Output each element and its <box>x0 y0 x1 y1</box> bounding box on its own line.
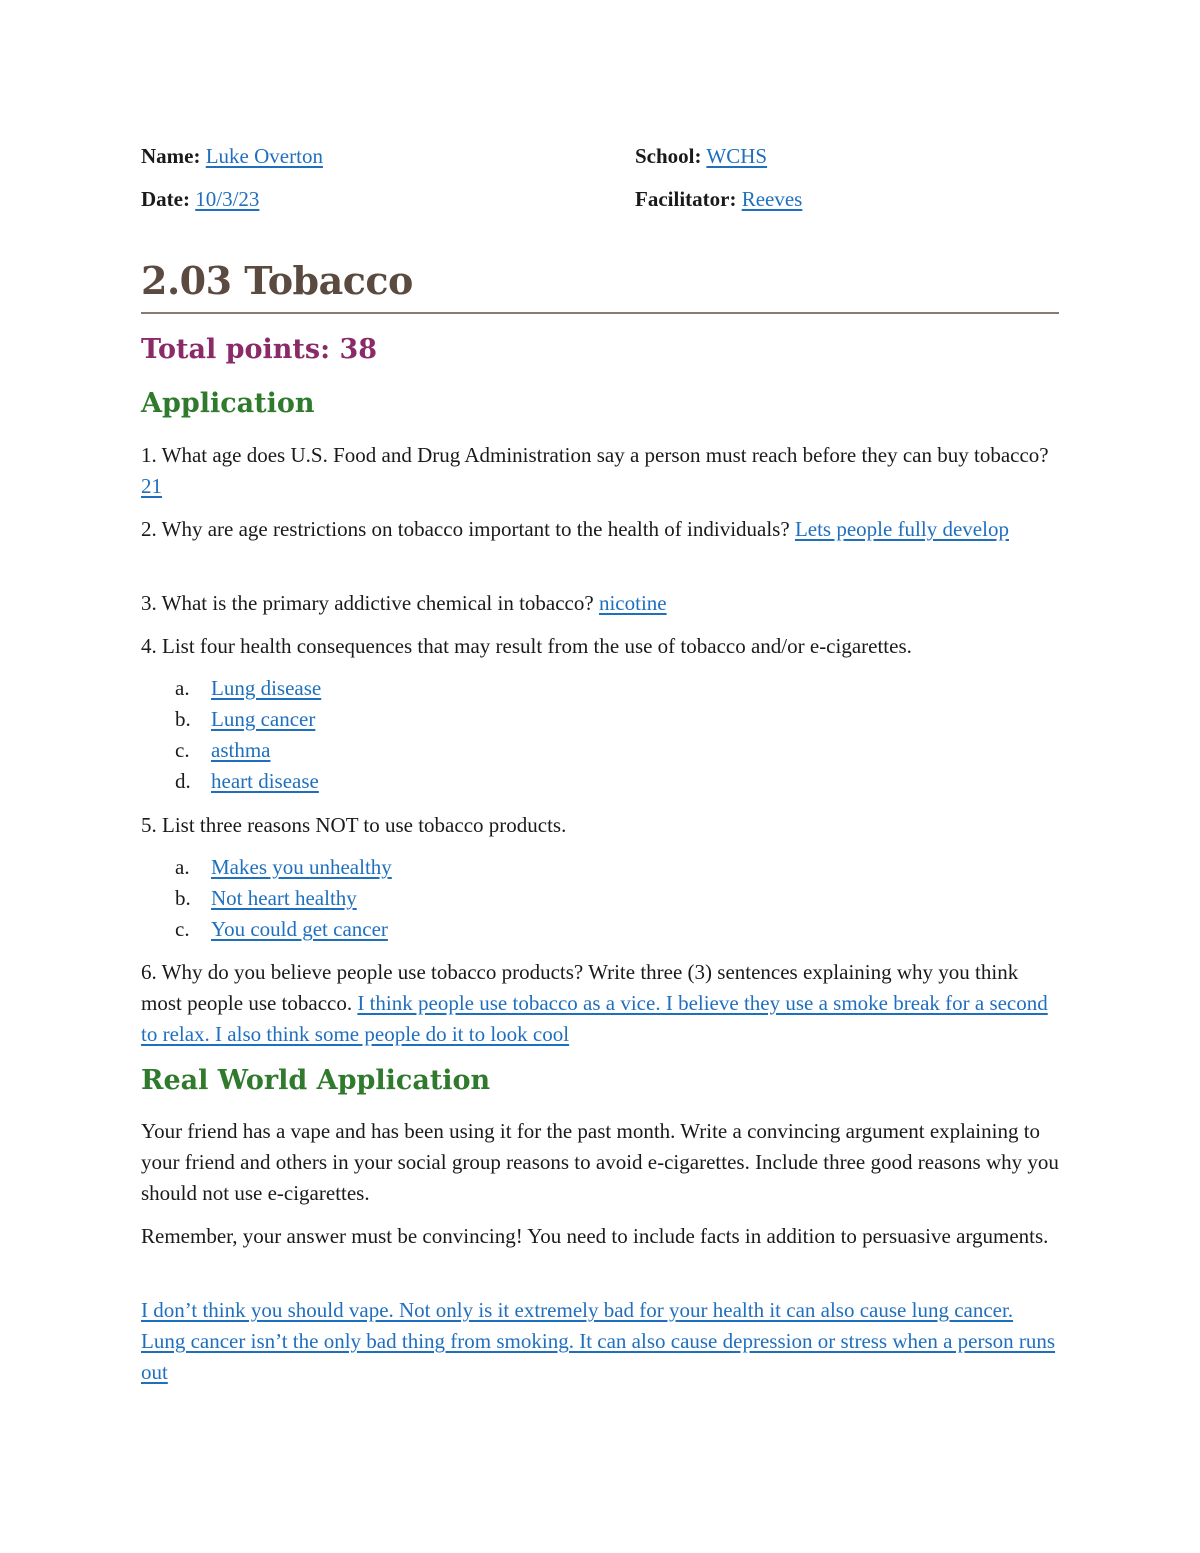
real-world-prompt-1: Your friend has a vape and has been using it for the past month. Write a convincing argument explaining to your friend and others in your social group reasons to avoid e-cigarettes. Include three good reasons why you should not use e-cigarettes. <box>141 1119 1059 1205</box>
date-field <box>141 189 259 210</box>
question-2-text: 2. Why are age restrictions on tobacco important to the health of individuals? <box>141 517 795 541</box>
list-marker: b. <box>175 886 191 910</box>
question-3-answer[interactable]: nicotine <box>598 591 667 615</box>
question-4 <box>141 631 1059 662</box>
question-4-list <box>141 673 1059 797</box>
real-world-prompt-2: Remember, your answer must be convincing! You need to include facts in addition to persuasive arguments. <box>141 1224 1049 1248</box>
list-answer[interactable]: Makes you unhealthy <box>211 855 392 879</box>
list-answer[interactable]: Lung cancer <box>211 707 316 731</box>
question-1-answer[interactable]: 21 <box>141 474 162 498</box>
list-item <box>141 704 1059 735</box>
question-3-text: 3. What is the primary addictive chemical in tobacco? <box>141 591 599 615</box>
real-world-answer-text[interactable]: I don’t think you should vape. Not only is it extremely bad for your health it can also cause lung cancer. Lung cancer isn’t the only bad thing from smoking. It can also cause depression or stress when a person runs out <box>141 1298 1056 1384</box>
question-3 <box>141 588 1059 619</box>
name-label: Name: <box>141 144 201 168</box>
list-item <box>141 883 1059 914</box>
list-item <box>141 735 1059 766</box>
school-field <box>635 146 767 167</box>
date-value[interactable]: 10/3/23 <box>195 187 260 211</box>
question-6-text: 6. Why do you believe people use tobacco products? Write three (3) sentences explaining why you think most people use tobacco. <box>141 960 1019 1015</box>
question-6-answer[interactable]: I think people use tobacco as a vice. I believe they use a smoke break for a second to relax. I also think some people do it to look cool <box>141 991 1048 1046</box>
list-item <box>141 766 1059 797</box>
document-page <box>141 138 1059 1384</box>
facilitator-value[interactable]: Reeves <box>741 187 803 211</box>
list-marker: d. <box>175 769 191 793</box>
question-1 <box>141 440 1059 502</box>
date-label: Date: <box>141 187 190 211</box>
question-2-answer[interactable]: Lets people fully develop <box>794 517 1009 541</box>
list-marker: c. <box>175 738 190 762</box>
page-title: 2.03 Tobacco <box>141 258 413 303</box>
name-value[interactable]: Luke Overton <box>205 144 323 168</box>
school-label: School: <box>635 144 702 168</box>
question-6 <box>141 957 1059 1050</box>
question-5 <box>141 810 1059 841</box>
question-2 <box>141 514 1059 545</box>
total-points: Total points: 38 <box>141 334 378 365</box>
list-answer[interactable]: You could get cancer <box>211 917 388 941</box>
application-heading: Application <box>141 388 315 419</box>
list-answer[interactable]: heart disease <box>211 769 319 793</box>
facilitator-field <box>635 189 802 210</box>
list-marker: c. <box>175 917 190 941</box>
title-divider <box>141 312 1059 314</box>
question-1-text: 1. What age does U.S. Food and Drug Administration say a person must reach before they can buy tobacco? <box>141 443 1049 467</box>
question-4-text: 4. List four health consequences that may result from the use of tobacco and/or e-cigarettes. <box>141 634 912 658</box>
header-info <box>141 138 1059 230</box>
question-5-text: 5. List three reasons NOT to use tobacco products. <box>141 813 567 837</box>
list-answer[interactable]: asthma <box>211 738 271 762</box>
question-5-list <box>141 852 1059 945</box>
real-world-answer <box>141 1295 1059 1388</box>
school-value[interactable]: WCHS <box>706 144 768 168</box>
name-field <box>141 146 323 167</box>
list-answer[interactable]: Not heart healthy <box>211 886 357 910</box>
list-item <box>141 914 1059 945</box>
list-item <box>141 673 1059 704</box>
facilitator-label: Facilitator: <box>635 187 737 211</box>
list-marker: a. <box>175 676 190 700</box>
list-item <box>141 852 1059 883</box>
list-marker: a. <box>175 855 190 879</box>
list-answer[interactable]: Lung disease <box>211 676 322 700</box>
real-world-heading: Real World Application <box>141 1065 491 1096</box>
list-marker: b. <box>175 707 191 731</box>
